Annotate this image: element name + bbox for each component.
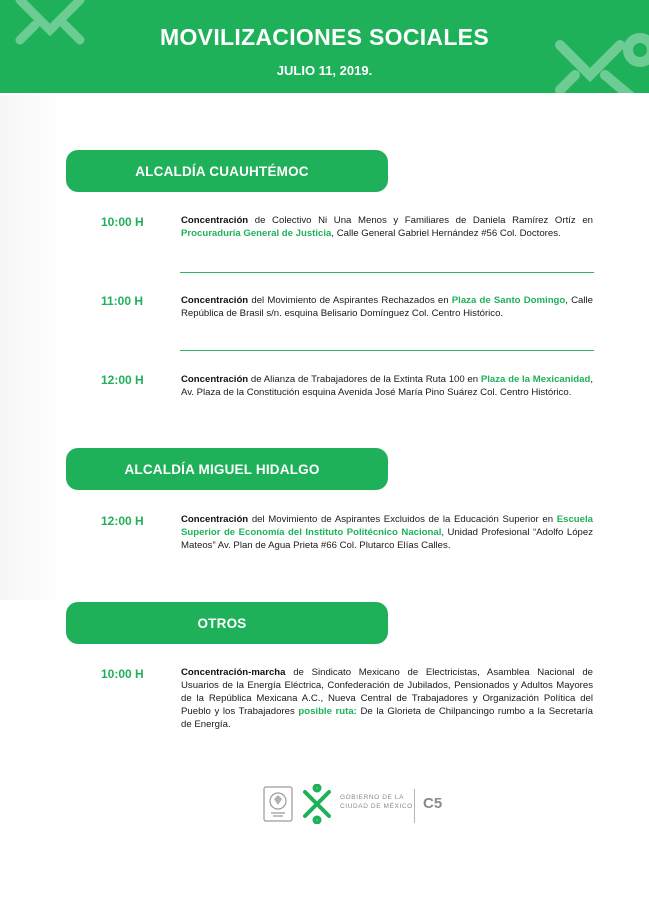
event-time: 10:00 H — [101, 215, 144, 229]
event-text: de Sindicato Mexicano de Electricistas, Asamblea Nacional de Usuarios de la Energía Eléctrica, Confederación de Jubilados, Pensionados y Adultos Mayores de la República Mexicana A.C., Nueva Central de Trabajadores y Organización Política del Pueblo y los Trabajadores — [181, 667, 593, 717]
event-place: Plaza de la Mexicanidad — [480, 374, 591, 385]
event-place: Plaza de Santo Domingo — [451, 295, 566, 306]
event-type: Concentración — [181, 295, 249, 306]
gob-line1: GOBIERNO DE LA — [340, 794, 405, 801]
gob-cdmx-text — [340, 793, 413, 811]
event-time: 10:00 H — [101, 667, 144, 681]
event-time: 12:00 H — [101, 514, 144, 528]
header-banner — [0, 0, 649, 93]
footer-logos — [0, 780, 649, 830]
event-description — [181, 294, 593, 320]
event-text: , Unidad Profesional “Adolfo López Mateos” Av. Plan de Agua Prieta #66 Col. Plutarco Elías Calles. — [181, 527, 593, 551]
event-description — [181, 666, 593, 731]
event-text: de Colectivo Ni Una Menos y Familiares de Daniela Ramírez Ortíz en — [248, 215, 593, 226]
section-title: ALCALDÍA CUAUHTÉMOC — [135, 163, 309, 179]
event-text: , Calle General Gabriel Hernández #56 Col. Doctores. — [331, 228, 561, 239]
event-type: Concentración — [181, 514, 249, 525]
event-text: de Alianza de Trabajadores de la Extinta Ruta 100 en — [248, 374, 481, 385]
event-time: 11:00 H — [101, 294, 144, 308]
event-description — [181, 214, 593, 240]
cdmx-logo-icon — [300, 784, 334, 824]
gob-line2: CIUDAD DE MÉXICO — [340, 803, 413, 810]
section-header-miguel-hidalgo — [66, 448, 388, 490]
section-header-otros — [66, 602, 388, 644]
footer-separator — [414, 789, 415, 823]
left-margin-shade — [0, 95, 66, 600]
event-route-label: posible ruta: — [298, 706, 357, 717]
section-title: OTROS — [197, 615, 247, 631]
event-text: , Av. Plaza de la Constitución esquina Avenida José María Pino Suárez Col. Centro Histórico. — [181, 374, 594, 398]
event-text: , Calle República de Brasil s/n. esquina Belisario Domínguez Col. Centro Histórico. — [181, 295, 593, 319]
page-date: JULIO 11, 2019. — [276, 63, 373, 78]
section-title: ALCALDÍA MIGUEL HIDALGO — [124, 461, 320, 477]
event-text: De la Glorieta de Chilpancingo rumbo a la Secretaría de Energía. — [181, 706, 593, 730]
divider — [180, 272, 594, 273]
event-text: del Movimiento de Aspirantes Excluidos de la Educación Superior en — [248, 514, 557, 525]
event-description — [181, 373, 593, 399]
event-place: Escuela Superior de Economía del Instituto Politécnico Nacional — [181, 514, 593, 538]
event-type: Concentración-marcha — [181, 667, 286, 678]
event-description — [181, 513, 593, 552]
mexico-coat-of-arms-icon — [263, 786, 293, 822]
event-time: 12:00 H — [101, 373, 144, 387]
divider — [180, 350, 594, 351]
event-type: Concentración — [181, 374, 249, 385]
event-place: Procuraduría General de Justicia — [181, 228, 332, 239]
section-header-cuauhtemoc — [66, 150, 388, 192]
page-title: MOVILIZACIONES SOCIALES — [160, 24, 489, 50]
event-text: del Movimiento de Aspirantes Rechazados en — [248, 295, 452, 306]
event-type: Concentración — [181, 215, 249, 226]
c5-logo-text: C5 — [423, 795, 443, 812]
